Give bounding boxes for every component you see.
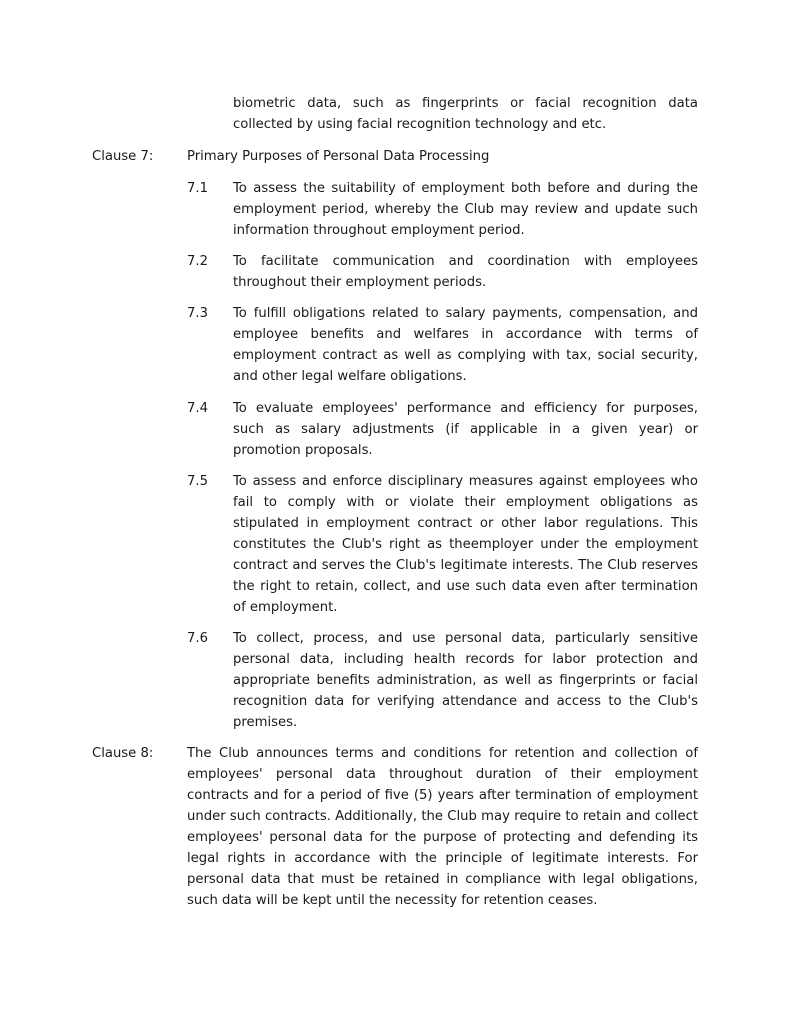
item-number: 7.5 <box>187 474 208 489</box>
item-number: 7.6 <box>187 631 208 646</box>
clause-7-title: Primary Purposes of Personal Data Processing <box>187 149 490 164</box>
item-text: To facilitate communication and coordination with employees throughout their employment periods. <box>233 254 698 290</box>
item-text: To assess and enforce disciplinary measures against employees who fail to comply with or violate their employment obligations as stipulated in employment contract or other labor regulations. This constitutes the Club's right as theemployer under the employment contract and serves the Club's legitimate interests. The Club reserves the right to retain, collect, and use such data even after termination of employment. <box>233 474 698 615</box>
item-number: 7.3 <box>187 306 208 321</box>
item-text: To assess the suitability of employment both before and during the employment period, whereby the Club may review and update such information throughout employment period. <box>233 181 698 238</box>
clause-8-label: Clause 8: <box>92 746 154 761</box>
item-text: To evaluate employees' performance and efficiency for purposes, such as salary adjustments (if applicable in a given year) or promotion proposals. <box>233 401 698 458</box>
item-number: 7.1 <box>187 181 208 196</box>
item-text: To collect, process, and use personal data, particularly sensitive personal data, including health records for labor protection and appropriate benefits administration, as well as fingerprints or facial recognition data for verifying attendance and access to the Club's premises. <box>233 631 698 730</box>
continuation-paragraph: biometric data, such as fingerprints or facial recognition data collected by using facial recognition technology and etc. <box>233 96 698 132</box>
clause-7-label: Clause 7: <box>92 149 154 164</box>
item-number: 7.4 <box>187 401 208 416</box>
clause-8-text: The Club announces terms and conditions for retention and collection of employees' personal data throughout duration of their employment contracts and for a period of five (5) years after termination of employment under such contracts. Additionally, the Club may require to retain and collect employees' personal data for the purpose of protecting and defending its legal rights in accordance with the principle of legitimate interests. For personal data that must be retained in compliance with legal obligations, such data will be kept until the necessity for retention ceases. <box>187 746 698 908</box>
item-number: 7.2 <box>187 254 208 269</box>
item-text: To fulfill obligations related to salary payments, compensation, and employee benefits and welfares in accordance with terms of employment contract as well as complying with tax, social security, and other legal welfare obligations. <box>233 306 698 384</box>
